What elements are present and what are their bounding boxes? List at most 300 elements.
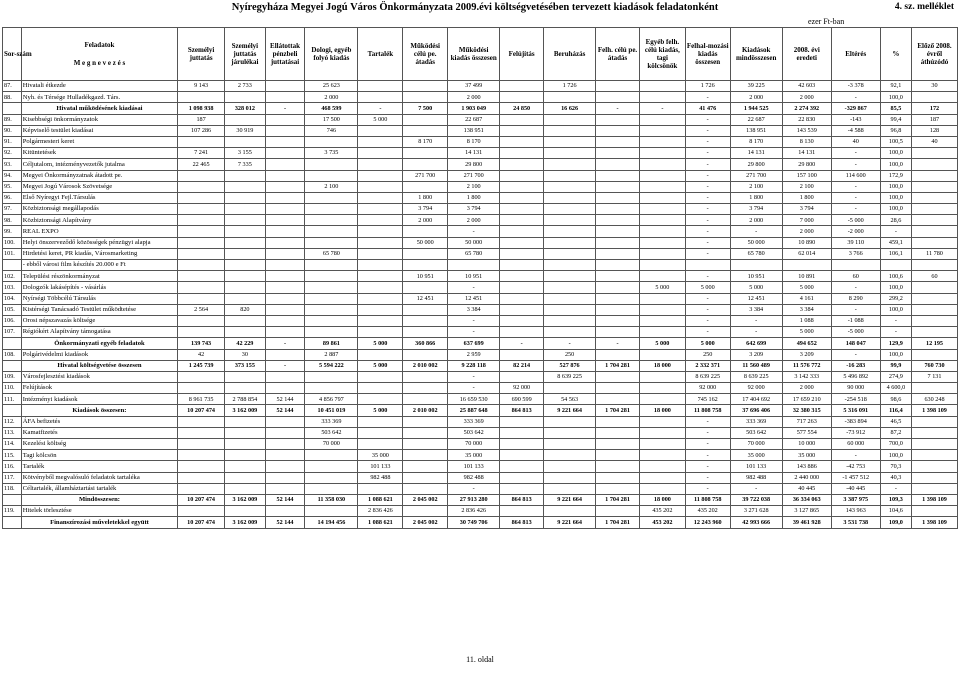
cell: 8 130 <box>782 136 831 147</box>
cell: 70 000 <box>730 439 782 450</box>
cell <box>358 315 403 326</box>
page-title: Nyíregyháza Megyei Jogú Város Önkormányzata 2009.évi költségvetésében tervezett kiadások feladatonként <box>231 2 719 13</box>
cell: -42 753 <box>831 461 880 472</box>
cell: 36 334 063 <box>782 494 831 505</box>
cell: 35 000 <box>448 450 500 461</box>
cell: 50 000 <box>448 237 500 248</box>
table-row <box>3 148 958 159</box>
cell <box>305 159 358 170</box>
cell: 12 451 <box>730 293 782 304</box>
cell: - <box>265 360 305 371</box>
cell: 1 800 <box>448 192 500 203</box>
cell: 3 766 <box>831 248 880 259</box>
cell <box>403 450 448 461</box>
cell: 12 243 960 <box>685 517 730 528</box>
table-row <box>3 125 958 136</box>
table-row <box>3 159 958 170</box>
cell: 12 451 <box>403 293 448 304</box>
cell: 8 170 <box>730 136 782 147</box>
cell <box>265 148 305 159</box>
col-felh-celu: Felh. célú pe. átadás <box>596 28 640 81</box>
cell: 29 800 <box>782 159 831 170</box>
cell: 148 047 <box>831 338 880 349</box>
cell <box>265 159 305 170</box>
cell: 14 194 456 <box>305 517 358 528</box>
cell: - <box>730 226 782 237</box>
cell: 50 000 <box>730 237 782 248</box>
cell: - <box>685 304 730 315</box>
cell: 100,0 <box>880 148 911 159</box>
cell <box>544 327 596 338</box>
cell: - <box>685 114 730 125</box>
cell <box>358 349 403 360</box>
cell <box>544 461 596 472</box>
cell: 453 202 <box>639 517 685 528</box>
cell: 8 639 225 <box>685 371 730 382</box>
row-number: 107. <box>3 327 22 338</box>
cell <box>305 260 358 271</box>
row-label: Városfejlesztési kiadások <box>21 371 177 382</box>
cell <box>596 349 640 360</box>
cell: -3 378 <box>831 81 880 92</box>
cell: 3 127 865 <box>782 506 831 517</box>
cell: 29 800 <box>730 159 782 170</box>
header-row <box>3 28 958 81</box>
cell <box>500 483 544 494</box>
cell: 42 <box>178 349 225 360</box>
cell: 92 000 <box>730 383 782 394</box>
cell <box>178 136 225 147</box>
cell: 70,3 <box>880 461 911 472</box>
cell: 7 241 <box>178 148 225 159</box>
cell: 271 700 <box>403 170 448 181</box>
cell <box>912 148 958 159</box>
cell: 100,0 <box>880 349 911 360</box>
cell <box>178 439 225 450</box>
table-row <box>3 181 958 192</box>
cell <box>225 215 266 226</box>
summary-row <box>3 360 958 371</box>
cell: 5 000 <box>685 282 730 293</box>
cell <box>225 293 266 304</box>
cell: -73 912 <box>831 427 880 438</box>
cell <box>403 383 448 394</box>
cell: 40 <box>912 136 958 147</box>
col-szemelyi: Személyi juttatás <box>178 28 225 81</box>
cell: 100,0 <box>880 192 911 203</box>
cell <box>403 81 448 92</box>
cell <box>544 125 596 136</box>
cell <box>225 204 266 215</box>
cell: 114 600 <box>831 170 880 181</box>
cell: 25 887 648 <box>448 405 500 416</box>
row-number: 99. <box>3 226 22 237</box>
cell: 100,0 <box>880 282 911 293</box>
cell: 54 563 <box>544 394 596 405</box>
cell <box>305 383 358 394</box>
row-number: 118. <box>3 483 22 494</box>
cell <box>358 237 403 248</box>
cell <box>225 315 266 326</box>
cell: - <box>596 103 640 114</box>
cell: - <box>831 204 880 215</box>
cell: - <box>448 282 500 293</box>
cell: 717 263 <box>782 416 831 427</box>
row-label: Mindösszesen: <box>21 494 177 505</box>
cell <box>912 506 958 517</box>
cell: 5 000 <box>358 114 403 125</box>
cell <box>403 427 448 438</box>
cell: - <box>265 103 305 114</box>
cell <box>912 383 958 394</box>
cell <box>265 461 305 472</box>
cell <box>403 260 448 271</box>
table-row <box>3 383 958 394</box>
cell <box>358 271 403 282</box>
cell <box>305 204 358 215</box>
cell <box>225 383 266 394</box>
cell <box>544 226 596 237</box>
cell: 5 000 <box>730 282 782 293</box>
cell <box>403 349 448 360</box>
cell: 37 499 <box>448 81 500 92</box>
cell: - <box>831 192 880 203</box>
cell: 10 207 474 <box>178 494 225 505</box>
cell: 864 813 <box>500 405 544 416</box>
cell: 5 000 <box>358 405 403 416</box>
cell: 100,6 <box>880 271 911 282</box>
cell: 16 626 <box>544 103 596 114</box>
col-felhalmozasi: Felhal-mozási kiadás összesen <box>685 28 730 81</box>
cell: 1 704 281 <box>596 360 640 371</box>
cell <box>912 215 958 226</box>
cell <box>358 260 403 271</box>
cell: 37 696 406 <box>730 405 782 416</box>
cell <box>225 450 266 461</box>
row-label: Kamatfizetés <box>21 427 177 438</box>
cell: - <box>685 450 730 461</box>
cell <box>178 237 225 248</box>
col-egyeb-felh: Egyéb felh. célú kiadás, tagi kölcsönök <box>639 28 685 81</box>
cell: 65 780 <box>730 248 782 259</box>
cell: 96,8 <box>880 125 911 136</box>
cell <box>639 416 685 427</box>
cell: - <box>448 483 500 494</box>
cell: 109,0 <box>880 517 911 528</box>
cell: 22 687 <box>448 114 500 125</box>
cell: - <box>831 349 880 360</box>
cell <box>265 472 305 483</box>
cell <box>265 237 305 248</box>
cell: 5 000 <box>685 338 730 349</box>
cell: 143 886 <box>782 461 831 472</box>
cell <box>544 271 596 282</box>
cell <box>358 170 403 181</box>
table-row <box>3 114 958 125</box>
cell <box>358 427 403 438</box>
cell <box>403 282 448 293</box>
row-label: Céljutalom, intézményvezetők jutalma <box>21 159 177 170</box>
cell <box>596 181 640 192</box>
cell: - <box>448 371 500 382</box>
cell <box>500 461 544 472</box>
cell <box>225 136 266 147</box>
cell: 3 384 <box>782 304 831 315</box>
cell <box>403 439 448 450</box>
cell <box>265 416 305 427</box>
cell: - <box>730 327 782 338</box>
cell <box>685 260 730 271</box>
cell: - <box>880 483 911 494</box>
cell <box>358 439 403 450</box>
cell: 100,0 <box>880 304 911 315</box>
cell <box>596 327 640 338</box>
cell <box>544 148 596 159</box>
cell: 70 000 <box>448 439 500 450</box>
row-number <box>3 338 22 349</box>
cell <box>403 371 448 382</box>
cell <box>544 204 596 215</box>
cell: - <box>358 103 403 114</box>
cell: 1 088 621 <box>358 517 403 528</box>
cell: 29 800 <box>448 159 500 170</box>
col-elozo: Előző 2008. évről áthúzódó <box>912 28 958 81</box>
cell: 187 <box>912 114 958 125</box>
row-label: Közbiztonsági megállapodás <box>21 204 177 215</box>
row-number <box>3 517 22 528</box>
cell: 1 800 <box>730 192 782 203</box>
cell <box>265 383 305 394</box>
cell <box>305 472 358 483</box>
row-number: 90. <box>3 125 22 136</box>
cell: 17 500 <box>305 114 358 125</box>
cell <box>639 439 685 450</box>
cell: 89 861 <box>305 338 358 349</box>
cell <box>403 394 448 405</box>
cell: - <box>730 315 782 326</box>
cell <box>500 304 544 315</box>
row-number: 93. <box>3 159 22 170</box>
cell <box>596 125 640 136</box>
cell <box>225 472 266 483</box>
cell <box>305 271 358 282</box>
cell <box>500 315 544 326</box>
row-label: Megyei Jogú Városok Szövetsége <box>21 181 177 192</box>
cell: 5 496 892 <box>831 371 880 382</box>
cell <box>265 439 305 450</box>
cell <box>403 114 448 125</box>
cell: 3 735 <box>305 148 358 159</box>
col-megnevezes-label: M e g n e v e z é s <box>73 59 126 67</box>
col-dologi: Dologi, egyéb folyó kiadás <box>305 28 358 81</box>
cell <box>265 450 305 461</box>
cell <box>639 271 685 282</box>
cell <box>265 181 305 192</box>
cell: 30 <box>912 81 958 92</box>
row-number: 88. <box>3 92 22 103</box>
cell <box>596 416 640 427</box>
cell <box>265 427 305 438</box>
cell <box>305 304 358 315</box>
cell <box>265 282 305 293</box>
cell: 503 642 <box>448 427 500 438</box>
table-row <box>3 349 958 360</box>
cell <box>265 483 305 494</box>
cell <box>178 371 225 382</box>
row-label: ÁFA befizetés <box>21 416 177 427</box>
cell <box>596 450 640 461</box>
cell <box>358 226 403 237</box>
row-label: Tagi kölcsön <box>21 450 177 461</box>
cell: 4 161 <box>782 293 831 304</box>
table-row <box>3 416 958 427</box>
cell <box>225 506 266 517</box>
col-sorszam: Sor-szám <box>3 28 22 81</box>
cell <box>544 92 596 103</box>
cell: 42 229 <box>225 338 266 349</box>
cell <box>544 427 596 438</box>
cell <box>639 181 685 192</box>
cell: 82 214 <box>500 360 544 371</box>
cell: 5 000 <box>782 327 831 338</box>
cell <box>305 282 358 293</box>
cell: - <box>685 92 730 103</box>
table-row <box>3 226 958 237</box>
cell: 2 788 854 <box>225 394 266 405</box>
cell <box>912 439 958 450</box>
cell: 101 133 <box>448 461 500 472</box>
cell <box>358 192 403 203</box>
cell: 107 286 <box>178 125 225 136</box>
cell: 8 290 <box>831 293 880 304</box>
appendix-label: 4. sz. melléklet <box>894 2 954 12</box>
cell: 138 951 <box>448 125 500 136</box>
cell: 333 369 <box>730 416 782 427</box>
cell <box>500 327 544 338</box>
cell: - <box>685 416 730 427</box>
cell <box>912 92 958 103</box>
cell: 3 794 <box>782 204 831 215</box>
cell <box>403 304 448 315</box>
row-label: Céltartalék, államháztartási tartalék <box>21 483 177 494</box>
cell: 3 142 333 <box>782 371 831 382</box>
row-number: 110. <box>3 383 22 394</box>
cell <box>265 170 305 181</box>
cell: 494 652 <box>782 338 831 349</box>
cell: 1 800 <box>403 192 448 203</box>
cell: 10 451 019 <box>305 405 358 416</box>
cell: - <box>448 315 500 326</box>
cell <box>403 181 448 192</box>
cell: 2 100 <box>782 181 831 192</box>
cell: 3 155 <box>225 148 266 159</box>
unit-label: ezer Ft-ban <box>808 17 845 26</box>
cell: 87,2 <box>880 427 911 438</box>
row-label: Polgármesteri keret <box>21 136 177 147</box>
cell: 468 599 <box>305 103 358 114</box>
cell <box>225 170 266 181</box>
cell <box>912 192 958 203</box>
cell <box>265 215 305 226</box>
cell: 85,5 <box>880 103 911 114</box>
cell: 760 730 <box>912 360 958 371</box>
row-label: Települési részönkormányzat <box>21 271 177 282</box>
cell: 299,2 <box>880 293 911 304</box>
cell: 3 531 738 <box>831 517 880 528</box>
cell <box>403 483 448 494</box>
cell <box>912 181 958 192</box>
cell: 24 850 <box>500 103 544 114</box>
cell <box>500 371 544 382</box>
cell: - <box>685 439 730 450</box>
cell: 100,5 <box>880 136 911 147</box>
cell: 7 000 <box>782 215 831 226</box>
col-feladatok-label: Feladatok <box>84 41 115 49</box>
cell <box>500 293 544 304</box>
cell <box>403 461 448 472</box>
table-row <box>3 215 958 226</box>
cell <box>912 226 958 237</box>
cell <box>596 293 640 304</box>
cell <box>225 114 266 125</box>
row-number: 98. <box>3 215 22 226</box>
cell <box>178 506 225 517</box>
cell <box>403 159 448 170</box>
cell <box>178 215 225 226</box>
cell: 52 144 <box>265 494 305 505</box>
cell: 250 <box>685 349 730 360</box>
cell: 1 088 621 <box>358 494 403 505</box>
cell <box>225 237 266 248</box>
cell <box>265 349 305 360</box>
cell: 30 749 706 <box>448 517 500 528</box>
row-label: Nyírségi Többcélú Társulás <box>21 293 177 304</box>
cell <box>265 204 305 215</box>
cell <box>358 327 403 338</box>
cell <box>305 136 358 147</box>
cell: 5 000 <box>782 282 831 293</box>
cell: 2 440 000 <box>782 472 831 483</box>
cell <box>596 215 640 226</box>
cell: 9 228 118 <box>448 360 500 371</box>
cell: 40,3 <box>880 472 911 483</box>
cell <box>596 148 640 159</box>
col-kiadasok-mindosszesen: Kiadások mindösszesen <box>730 28 782 81</box>
cell: - <box>685 461 730 472</box>
row-number: 89. <box>3 114 22 125</box>
cell <box>500 192 544 203</box>
cell: 630 248 <box>912 394 958 405</box>
cell <box>265 315 305 326</box>
cell: -383 894 <box>831 416 880 427</box>
cell <box>358 293 403 304</box>
cell: - <box>685 483 730 494</box>
cell: 30 <box>225 349 266 360</box>
cell <box>500 170 544 181</box>
row-number: 94. <box>3 170 22 181</box>
cell <box>596 136 640 147</box>
cell <box>596 483 640 494</box>
cell <box>639 304 685 315</box>
cell: 143 963 <box>831 506 880 517</box>
cell: 5 000 <box>358 360 403 371</box>
cell: - <box>685 215 730 226</box>
table-row <box>3 304 958 315</box>
cell <box>596 315 640 326</box>
cell: 32 380 315 <box>782 405 831 416</box>
cell: 65 780 <box>448 248 500 259</box>
cell: 2 000 <box>782 383 831 394</box>
